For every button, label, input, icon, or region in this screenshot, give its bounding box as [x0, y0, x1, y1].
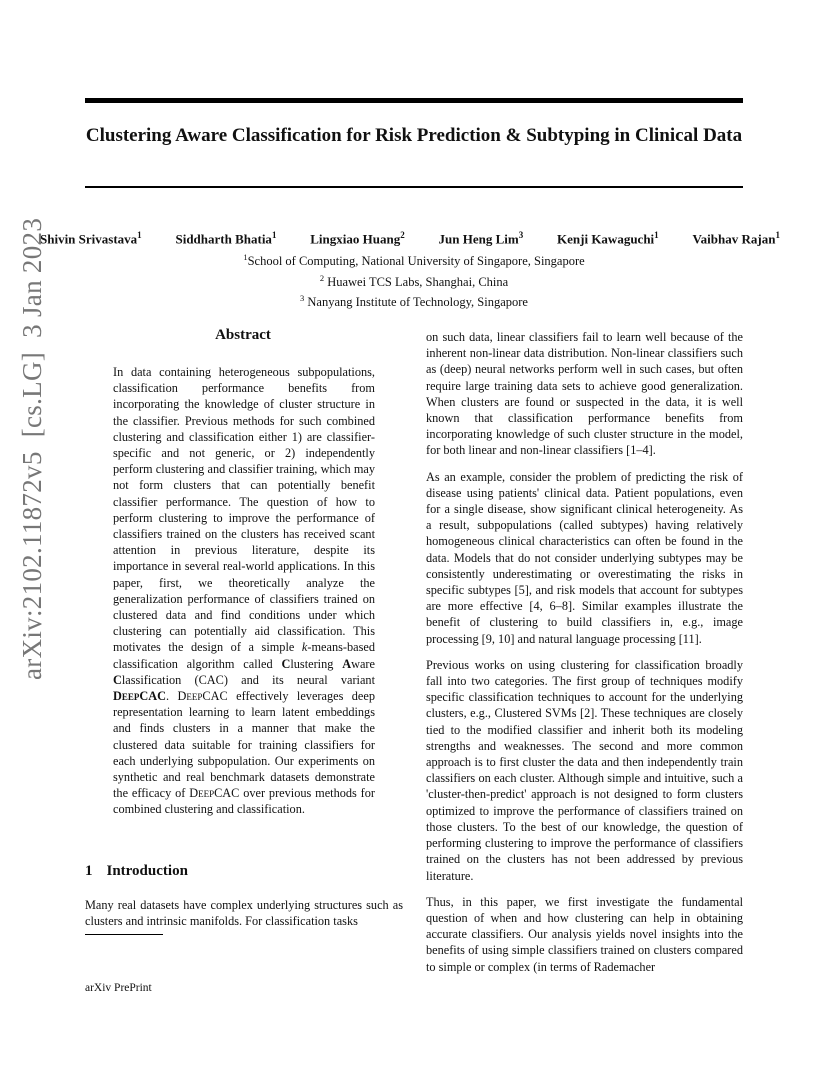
- intro-paragraph: Many real datasets have complex underlying structures such as clusters and intrinsic manifolds. For classification tasks: [85, 898, 403, 929]
- right-column: [426, 329, 743, 985]
- author: Lingxiao Huang$^2$: [310, 230, 405, 247]
- body-paragraph: Thus, in this paper, we first investigate the fundamental question of when and how clustering can help in obtaining accurate classifiers. Our analysis yields novel insights into the benefits of using simple classifiers trained on clusters compared to simple or complex (in terms of Rademacher: [426, 894, 743, 974]
- affiliations: [85, 249, 743, 311]
- paper-title: Clustering Aware Classification for Risk Prediction & Subtyping in Clinical Data: [85, 125, 743, 146]
- author-list: [40, 230, 780, 247]
- author: Siddharth Bhatia$^1$: [175, 230, 277, 247]
- affiliation: $^1$School of Computing, National University of Singapore, Singapore: [243, 252, 585, 269]
- author: Kenji Kawaguchi$^1$: [557, 230, 659, 247]
- footnote-rule: [85, 934, 163, 935]
- title-rule: [85, 186, 743, 188]
- author: Vaibhav Rajan$^1$: [692, 230, 780, 247]
- affiliation: $^2$ Huawei TCS Labs, Shanghai, China: [319, 272, 509, 289]
- page-footer: arXiv PrePrint: [85, 982, 152, 994]
- body-paragraph: As an example, consider the problem of predicting the risk of disease using patients' clinical data. Patient populations, even for a single disease, show significant clinical heterogeneity. As a result, subpopulations (called subtypes) having relatively homogeneous clinical characteristics can often be found in the data. Models that do not consider underlying subtypes may be consistently underestimating or overestimating the risks in specific subtypes [5], and risk models that account for subtypes are more effective [4, 6–8]. Similar examples illustrate the benefit of clustering to build classifiers in, e.g., image processing [9, 10] and natural language processing [11].: [426, 469, 743, 646]
- section-heading: 1 Introduction: [85, 863, 188, 879]
- abstract-heading: Abstract: [215, 327, 271, 343]
- top-rule: [85, 98, 743, 103]
- body-paragraph: on such data, linear classifiers fail to learn well because of the inherent non-linear data distribution. Non-linear classifiers such as (deep) neural networks perform well in such cases, but often require large training data sets to achieve good generalization. When clusters are found or suspected in the data, it is well known that classification performance benefits from incorporating knowledge of such cluster structure in the model, for both linear and non-linear classifiers [1–4].: [426, 330, 743, 458]
- affiliation: $^3$ Nanyang Institute of Technology, Singapore: [300, 293, 528, 310]
- author: Jun Heng Lim$^3$: [438, 230, 524, 247]
- arxiv-side-stamp: arXiv:2102.11872v5 [cs.LG] 3 Jan 2023: [17, 217, 47, 680]
- abstract-body: In data containing heterogeneous subpopulations, classification performance benefits from incorporating the knowledge of cluster structure in the classifier. Previous methods for such combined clustering and classification either 1) are classifier-specific and not generic, or 2) independently perform clustering and classifier training, which may not form clusters that can potentially benefit classifier performance. The question of how to perform clustering to improve the performance of classifiers trained on the clusters has received scant attention in previous literature, despite its importance in several real-world applications. In this paper, first, we theoretically analyze the generalization performance of classifiers trained on clustered data and find conditions under which clustering can potentially aid classification. This motivates the design of a simple k-means-based classification algorithm called Clustering Aware Classification (CAC) and its neural variant DeepCAC. DeepCAC effectively leverages deep representation learning to learn latent embeddings and finds clusters in a manner that make the clustered data suitable for training classifiers for each underlying subpopulation. Our experiments on synthetic and real benchmark datasets demonstrate the efficacy of DeepCAC over previous methods for combined clustering and classification.: [113, 365, 375, 817]
- author: Shivin Srivastava$^1$: [40, 230, 142, 247]
- body-paragraph: Previous works on using clustering for classification broadly fall into two categories. The first group of techniques modify specific classification techniques to account for the underlying clusters, e.g., Clustered SVMs [2]. These techniques are closely tied to the modified classifier and inherit both its modeling strengths and weaknesses. The second and more common approach is to first cluster the data and then independently train classifiers on each cluster. Although simple and intuitive, such a 'cluster-then-predict' approach is not designed to form clusters optimized to improve the performance of classifiers trained on those clusters. To the best of our knowledge, the question of performing clustering to improve the performance of classifiers trained on the clusters has not been addressed by previous literature.: [426, 657, 743, 883]
